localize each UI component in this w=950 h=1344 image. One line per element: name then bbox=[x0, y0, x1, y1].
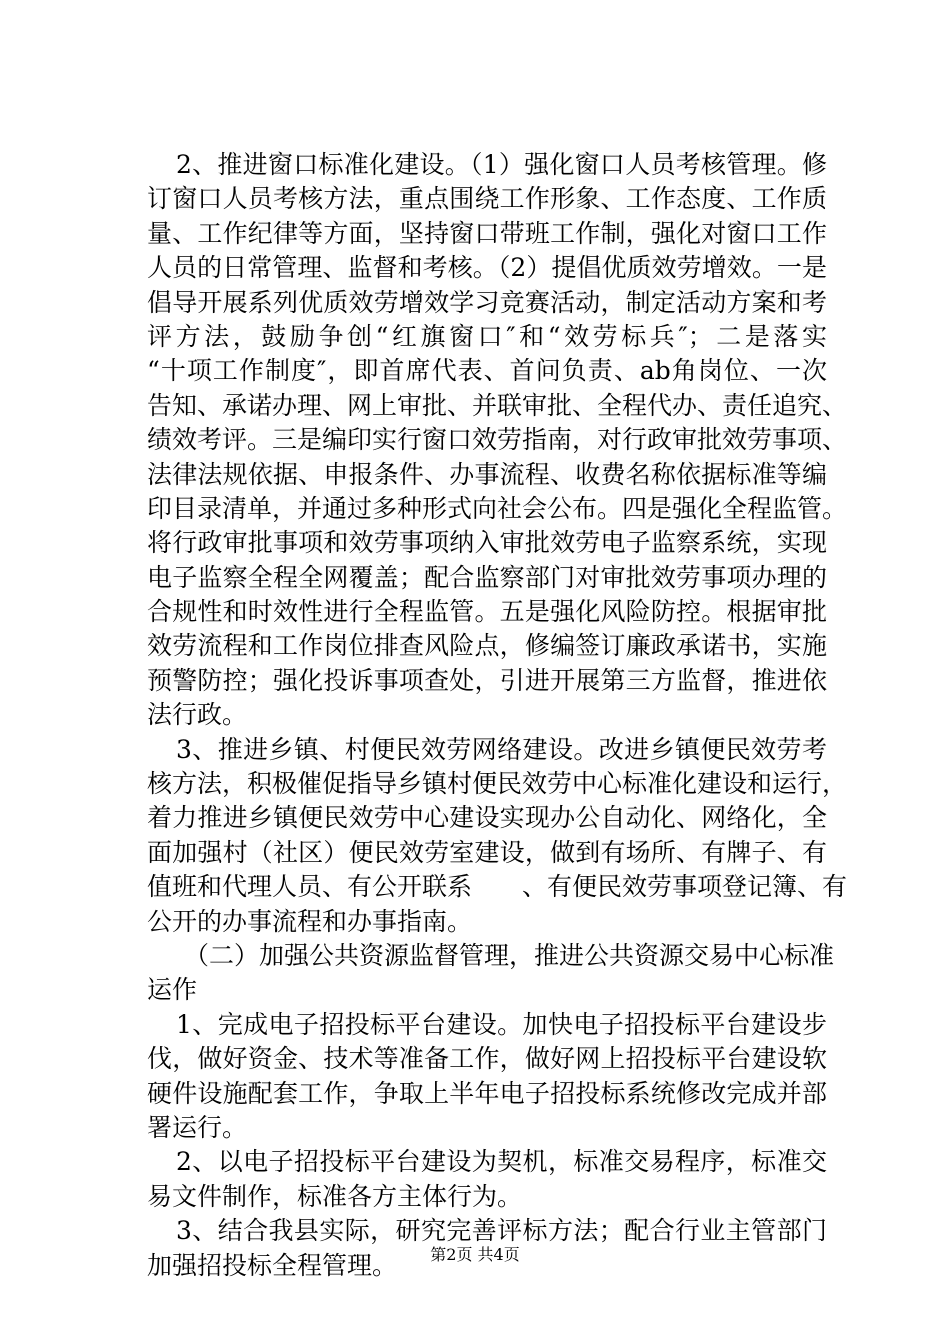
text-line: 将行政审批事项和效劳事项纳入审批效劳电子监察系统，实现 bbox=[147, 528, 827, 558]
page-footer: 第2页 共4页 bbox=[430, 1245, 520, 1264]
text-line: 署运行。 bbox=[147, 1112, 248, 1142]
document-body bbox=[147, 148, 848, 1283]
text-line: 面加强村（社区）便民效劳室建设，做到有场所、有牌子、有 bbox=[147, 837, 827, 867]
text-line: 运作 bbox=[147, 975, 198, 1005]
text-line: 1、完成电子招投标平台建设。加快电子招投标平台建设步 bbox=[176, 1009, 827, 1039]
text-line: 绩效考评。三是编印实行窗口效劳指南，对行政审批效劳事项、 bbox=[147, 425, 848, 455]
text-line: 易文件制作，标准各方主体行为。 bbox=[147, 1181, 523, 1211]
text-line: 着力推进乡镇便民效劳中心建设实现办公自动化、网络化，全 bbox=[147, 803, 827, 833]
text-line: 电子监察全程全网覆盖；配合监察部门对审批效劳事项办理的 bbox=[147, 562, 827, 592]
text-line: 印目录清单，并通过多种形式向社会公布。四是强化全程监管。 bbox=[147, 493, 848, 523]
text-line: 2、推进窗口标准化建设。（1）强化窗口人员考核管理。修 bbox=[176, 150, 827, 179]
text-line: 效劳流程和工作岗位排查风险点，修编签订廉政承诺书，实施 bbox=[147, 631, 827, 661]
text-line: 评方法，鼓励争创“红旗窗口″和“效劳标兵″；二是落实 bbox=[147, 321, 827, 351]
text-line: 加强招投标全程管理。 bbox=[147, 1250, 398, 1280]
text-line: 倡导开展系列优质效劳增效学习竞赛活动，制定活动方案和考 bbox=[147, 287, 827, 317]
text-line: 告知、承诺办理、网上审批、并联审批、全程代办、责任追究、 bbox=[147, 390, 848, 420]
text-line: 伐，做好资金、技术等准备工作，做好网上招投标平台建设软 bbox=[147, 1044, 827, 1074]
text-line: 法律法规依据、申报条件、办事流程、收费名称依据标准等编 bbox=[147, 459, 827, 489]
text-line: 核方法，积极催促指导乡镇村便民效劳中心标准化建设和运行， bbox=[147, 769, 848, 799]
text-line: 订窗口人员考核方法，重点围绕工作形象、工作态度、工作质 bbox=[147, 184, 827, 214]
text-line: 公开的办事流程和办事指南。 bbox=[147, 906, 473, 936]
text-line: 合规性和时效性进行全程监管。五是强化风险防控。根据审批 bbox=[147, 597, 827, 627]
text-line: 人员的日常管理、监督和考核。（2）提倡优质效劳增效。一是 bbox=[147, 253, 827, 283]
text-line: 量、工作纪律等方面，坚持窗口带班工作制，强化对窗口工作 bbox=[147, 218, 827, 248]
text-line: 值班和代理人员、有公开联系 、有便民效劳事项登记簿、有 bbox=[147, 872, 848, 902]
text-line: “十项工作制度″，即首席代表、首问负责、ab角岗位、一次 bbox=[147, 356, 827, 386]
text-line: 硬件设施配套工作，争取上半年电子招投标系统修改完成并部 bbox=[147, 1078, 827, 1108]
text-line: （二）加强公共资源监督管理，推进公共资源交易中心标准 bbox=[184, 940, 835, 970]
text-line: 2、以电子招投标平台建设为契机，标准交易程序，标准交 bbox=[176, 1147, 827, 1177]
text-line: 法行政。 bbox=[147, 700, 248, 730]
text-line: 3、推进乡镇、村便民效劳网络建设。改进乡镇便民效劳考 bbox=[176, 734, 827, 764]
text-line: 预警防控；强化投诉事项查处，引进开展第三方监督，推进依 bbox=[147, 665, 827, 695]
text-line: 3、结合我县实际，研究完善评标方法；配合行业主管部门 bbox=[176, 1216, 827, 1246]
